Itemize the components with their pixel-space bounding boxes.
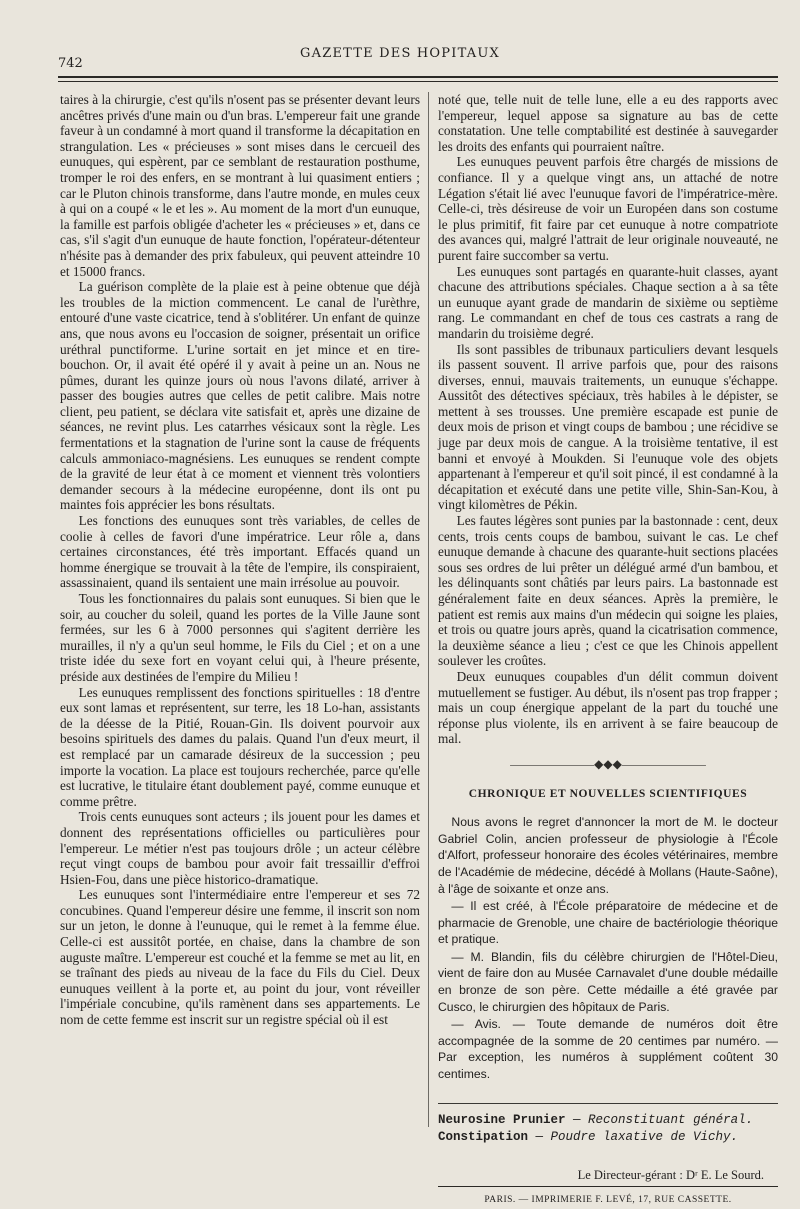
paragraph: Les eunuques remplissent des fonctions spirituelles : 18 d'entre eux sont lamas et représentent, sur terre, les 18 Lo-han, assistants de la déesse de la Pitié, Rouan-Gin. Ils doivent pourvoir aux besoins spirituels des dames du palais. Quand l'un d'eux meurt, il est remplacé par un camarade désireux de la succession ; peu importe la vocation. La place est toujours recherchée, parce qu'elle est lucrative, le titulaire étant doublement payé, comme eunuque et comme prêtre. [60,684,420,809]
chronicle-item: — M. Blandin, fils du célèbre chirurgien de l'Hôtel-Dieu, vient de faire don au Musée Carnavalet d'une double médaille en bronze de son père. Cette médaille a été gravée par Cusco, le chirurgien des hôpitaux de Paris. [438,949,778,1014]
left-column [60,92,420,1028]
paragraph: Les fonctions des eunuques sont très variables, de celles de coolie à celles de favori d'une impératrice. Leur rôle a, dans certaines circonstances, été très important. Effacés quand un homme énergique se trouvait à la tête de l'empire, ils conspiraient, assassinaient, quand ils sentaient une main irrésolue au pouvoir. [60,513,420,591]
paragraph: Les eunuques sont partagés en quarante-huit classes, ayant chacune des attributions spéciales. Chaque section a à sa tête un eunuque ayant grade de mandarin de sixième ou septième rang. Le commandant en chef de tous ces castrats a rang de mandarin du troisième degré. [438,263,778,341]
paragraph: Ils sont passibles de tribunaux particuliers devant lesquels ils passent souvent. Il arrive parfois que, pour des raisons diverses, ennui, mauvais traitements, un eunuque s'échappe. Aussitôt des détectives spéciaux, très habiles à le dépister, se mettent à ses trousses. Une première escapade est punie de deux mois de prison et vingt coups de bambou ; une récidive se juge par deux mois de cangue. A la troisième tentative, il est banni et envoyé à Moukden. Si l'eunuque vole des objets appartenant à l'empereur et qu'il soit pincé, il est condamné à la décapitation et exécuté dans une petite ville, Shin-San-Kou, à vingt kilomètres de Pékin. [438,341,778,513]
ad-constipation: Constipation — Poudre laxative de Vichy. [438,1129,739,1144]
paragraph: Deux eunuques coupables d'un délit commun doivent mutuellement se fustiger. Au début, ils n'osent pas trop frapper ; mais un coup énergique appelant de la part du touché une réponse plus violente, ils en arrivent à se faire beaucoup de mal. [438,668,778,747]
paragraph: taires à la chirurgie, c'est qu'ils n'osent pas se présenter devant leurs ancêtres privés d'une main ou d'un bras. L'empereur fait une grande faveur à un condamné à mort quand il transforme la décapitation en strangulation. Les « précieuses » sont mises dans le cercueil des eunuques, qui espèrent, par ce semblant de restauration posthume, tromper le roi des enfers, en se montrant à lui quasiment entiers ; car le Pluton chinois transforme, dans l'autre monde, en mules ceux à qui on a coupé « le et les ». Au moment de la mort d'un eunuque, la famille est parfois obligée d'acheter les « précieuses » et, dans ce cas, s'il s'agit d'un eunuque de haute fonction, l'opérateur-détenteur n'hésite pas à demander des prix fabuleux, qui peuvent atteindre 10 et 15000 francs. [60,92,420,279]
printer-imprint: PARIS. — IMPRIMERIE F. LEVÉ, 17, RUE CASSETTE. [484,1195,732,1206]
paragraph: Trois cents eunuques sont acteurs ; ils jouent pour les dames et donnent des représentations officielles ou particulières pour l'empereur. Le métier n'est pas toujours drôle ; un acteur célèbre reçut vingt coups de bambou pour avoir fait tressaillir d'effroi Hsien-Fou, dans une pièce historico-dramatique. [60,809,420,887]
header-rule-thin [58,81,778,82]
ad-neurosine: Neurosine Prunier — Reconstituant général. [438,1112,754,1127]
chronicle-item: Nous avons le regret d'annoncer la mort de M. le docteur Gabriel Colin, ancien professeur de physiologie à l'École d'Alfort, professeur honoraire des écoles vétérinaires, membre de l'Académie de médecine, décédé à Mollans (Haute-Saône), à l'âge de soixante et onze ans. [438,815,778,896]
paragraph: Les fautes légères sont punies par la bastonnade : cent, deux cents, trois cents coups de bambou, suivant le cas. Le chef eunuque demande à chacune des quarante-huit sections placées sous ses ordres de lui prêter un délégué armé d'un bambou, et les délinquants sont châtiés par leurs pairs. La bastonnade est généralement faite en deux séances. Après la première, le patient est remis aux mains d'un médecin qui soigne les plaies, et trois ou quatre jours après, quand la cicatrisation commence, la deuxième séance a lieu ; c'est ce que les Chinois appellent soulever les croûtes. [438,513,778,669]
running-head: GAZETTE DES HOPITAUX [300,46,500,61]
paragraph: Tous les fonctionnaires du palais sont eunuques. Si bien que le soir, au coucher du soleil, quand les portes de la Ville Jaune sont fermées, sur les 6 à 7000 personnes qui s'agitent derrière les murailles, il n'y a qu'un seul homme, le Fils du Ciel ; et on a une triste idée du sexe fort en voyant celui qui, à l'heure présente, préside aux destinées de l'empire du Milieu ! [60,591,420,684]
page-number: 742 [58,56,83,71]
section-ornament: ———————◆◆◆——————— [510,756,706,771]
chronicle-item: — Avis. — Toute demande de numéros doit être accompagnée de la somme de 20 centimes par numéro. — Par exception, les numéros à supplément coûtent 30 centimes. [438,1017,778,1082]
paragraph: noté que, telle nuit de telle lune, elle a eu des rapports avec l'empereur, lequel appose sa signature au bas de cette constatation. Une telle comptabilité est destinée à sauvegarder les droits des enfants qui pourraient naître. [438,92,778,154]
column-divider [428,92,429,1127]
header-rule [58,76,778,78]
editor-signature: Le Directeur-gérant : Dʳ E. Le Sourd. [438,1168,778,1188]
ad-rule [438,1103,778,1104]
chronicle-notes [438,814,778,1083]
section-title: CHRONIQUE ET NOUVELLES SCIENTIFIQUES [468,787,748,800]
paragraph: Les eunuques sont l'intermédiaire entre l'empereur et ses 72 concubines. Quand l'empereur désire une femme, il inscrit son nom sur un jeton, le donne à l'eunuque, qui le remet à la femme élue. Celle-ci est aussitôt portée, en chaise, dans la chambre de son auguste maître. L'empereur est couché et la femme se met au lit, en se traînant des pieds au niveau de la face du Fils du Ciel. Deux eunuques veillent à la porte et, au point du jour, vont réveiller l'impériale concubine, qu'ils ramènent dans ses appartements. Le nom de cette femme est inscrit sur un registre spécial où il est [60,887,420,1028]
paragraph: Les eunuques peuvent parfois être chargés de missions de confiance. Il y a quelque vingt ans, un attaché de notre Légation s'était lié avec l'eunuque favori de l'impératrice-mère. Celle-ci, très désireuse de voir un Européen dans son costume le plus primitif, fit faire par cet eunuque à notre compatriote des avances qui, malgré l'attrait de leur originale nouveauté, ne purent faire succomber sa vertu. [438,154,778,263]
paragraph: La guérison complète de la plaie est à peine obtenue que déjà les troubles de la miction commencent. Le canal de l'urèthre, entouré d'une vaste cicatrice, tend à s'oblitérer. Un enfant de quinze ans, que nous avons eu l'occasion de soigner, présentait un orifice uréthral punctiforme. L'urine sortait en jet mince et en tire-bouchon. Or, il avait été opéré il y avait à peine un an. Nous ne pûmes, durant les quinze jours où nous l'avons dilaté, arriver à passer des bougies autres que celles de petit calibre. Mais notre client, peu patient, se déclara vite satisfait et, après une dizaine de séances, ne revint plus. Les catarrhes vésicaux sont la règle. Les fermentations et la stagnation de l'urine sont la cause de fréquents calculs ammoniaco-magnésiens. Les eunuques se rendent compte de la gravité de leur état à ce moment et viennent très volontiers demander secours à la médecine européenne, dont ils ont pu maintes fois apprécier les bons résultats. [60,279,420,513]
right-column [438,92,778,1209]
chronicle-item: — Il est créé, à l'École préparatoire de médecine et de pharmacie de Grenoble, une chaire de bactériologie théorique et pratique. [438,899,778,947]
